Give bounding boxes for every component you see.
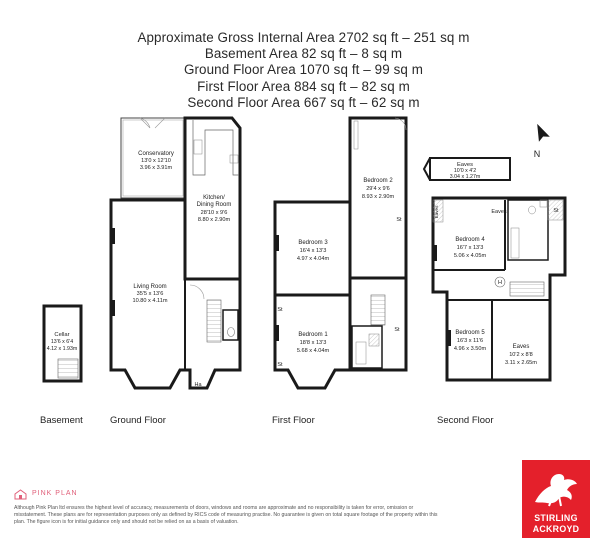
conservatory-metric: 3.96 x 3.91m [139, 165, 173, 171]
house-icon [14, 489, 27, 500]
compass-icon [532, 121, 550, 159]
bedroom-1-store-right: St [277, 362, 283, 368]
bedroom-4-metric: 5.06 x 4.05m [453, 253, 487, 259]
bedroom-5-metric: 4.96 x 3.50m [453, 346, 487, 352]
eaves-low-name: Eaves [512, 344, 530, 350]
second-bathroom [508, 200, 548, 260]
disclaimer-text: Although Pink Plan ltd ensures the highest level of accuracy, measurements of doors, windows and rooms are approximate and no responsibility is taken for error, omission or misstatement. These plans are for representation purposes only as defined by RICS code of measuring practise. No guarantee is given on total square footage of the property within this plan. The figure icon is for initial guidance only and should not be relied on as a basis of valuation. [14, 505, 438, 525]
living-room-imperial: 35'5 x 13'6 [136, 291, 164, 297]
second-area-line: Second Floor Area 667 sq ft – 62 sq m [187, 94, 420, 110]
compass-north-label: N [533, 149, 541, 159]
second-eaves-right: Eaves [491, 209, 507, 215]
ground-stairs [207, 300, 221, 342]
agent-name-2: ACKROYD [532, 524, 580, 534]
conservatory-imperial: 13'0 x 12'10 [141, 158, 171, 164]
basement-label: Basement [40, 415, 83, 426]
bedroom-1-imperial: 18'8 x 13'3 [299, 340, 327, 346]
eaves-low-metric: 3.11 x 2.65m [505, 360, 537, 366]
bedroom-2-metric: 8.93 x 2.90m [361, 194, 395, 200]
bedroom-1-name: Bedroom 1 [298, 332, 328, 338]
basement-plan [44, 306, 81, 381]
first-floor-plan [275, 118, 406, 388]
bedroom-2-store: St [396, 217, 402, 223]
first-bathroom [352, 326, 382, 368]
ground-hall-bottom-label: Ha [194, 382, 202, 388]
stirling-ackroyd-logo [522, 460, 590, 538]
cellar-metric: 4.12 x 1.93m [46, 346, 78, 352]
bedroom-2-name: Bedroom 2 [363, 178, 393, 184]
bedroom-5-imperial: 16'3 x 11'6 [456, 338, 484, 344]
kitchen-imperial: 28'10 x 9'6 [200, 210, 228, 216]
kitchen-name-1: Kitchen/ [203, 195, 225, 201]
bedroom-3-name: Bedroom 3 [298, 240, 328, 246]
eaves-top-metric: 3.04 x 1.27m [449, 174, 481, 180]
eaves-top-imperial: 10'0 x 4'2 [453, 168, 477, 174]
kitchen-name-2: Dining Room [196, 202, 232, 208]
first-floor-label: First Floor [272, 415, 315, 426]
basement-area-line: Basement Area 82 sq ft – 8 sq m [204, 46, 403, 62]
bedroom-1-store-left: St [277, 307, 283, 313]
second-stairs [510, 282, 544, 296]
bedroom-4-name: Bedroom 4 [455, 237, 485, 243]
bedroom-3-metric: 4.97 x 4.04m [296, 256, 330, 262]
ground-floor-label: Ground Floor [110, 415, 166, 426]
bedroom-2-imperial: 29'4 x 9'6 [366, 186, 390, 192]
pink-plan-logo [14, 488, 134, 502]
eaves-low-imperial: 10'2 x 8'8 [509, 352, 533, 358]
pink-plan-name: PINK PLAN [32, 490, 78, 497]
bedroom-4-imperial: 16'7 x 13'3 [456, 245, 484, 251]
bedroom-5-name: Bedroom 5 [455, 330, 485, 336]
eaves-top-name: Eaves [456, 162, 474, 168]
ground-wc [223, 310, 238, 340]
ground-area-line: Ground Floor Area 1070 sq ft – 99 sq m [183, 62, 423, 78]
first-stairs [371, 295, 385, 325]
living-room-name: Living Room [133, 284, 167, 290]
cellar-imperial: 13'6 x 6'4 [50, 339, 74, 345]
griffin-icon [529, 466, 583, 510]
living-room-metric: 10.80 x 4.11m [132, 298, 168, 304]
second-floor-label: Second Floor [437, 415, 494, 426]
first-area-line: First Floor Area 884 sq ft – 82 sq m [197, 78, 410, 94]
conservatory-name: Conservatory [138, 151, 174, 157]
cellar-stairs [58, 359, 78, 378]
second-eaves-left: Eaves [434, 205, 439, 219]
loft-hatch-label: H [498, 280, 502, 286]
kitchen-metric: 8.80 x 2.90m [197, 217, 231, 223]
gross-area-line: Approximate Gross Internal Area 2702 sq ft – 251 sq m [137, 30, 470, 45]
bedroom-1-metric: 5.68 x 4.04m [296, 348, 330, 354]
agent-name-1: STIRLING [534, 513, 578, 523]
cellar-name: Cellar [54, 332, 70, 338]
ground-floor-plan [111, 118, 240, 388]
second-store: St [553, 208, 559, 214]
first-landing-store: St [394, 327, 400, 333]
bedroom-3-imperial: 16'4 x 13'3 [299, 248, 327, 254]
second-floor-plan [424, 158, 565, 380]
